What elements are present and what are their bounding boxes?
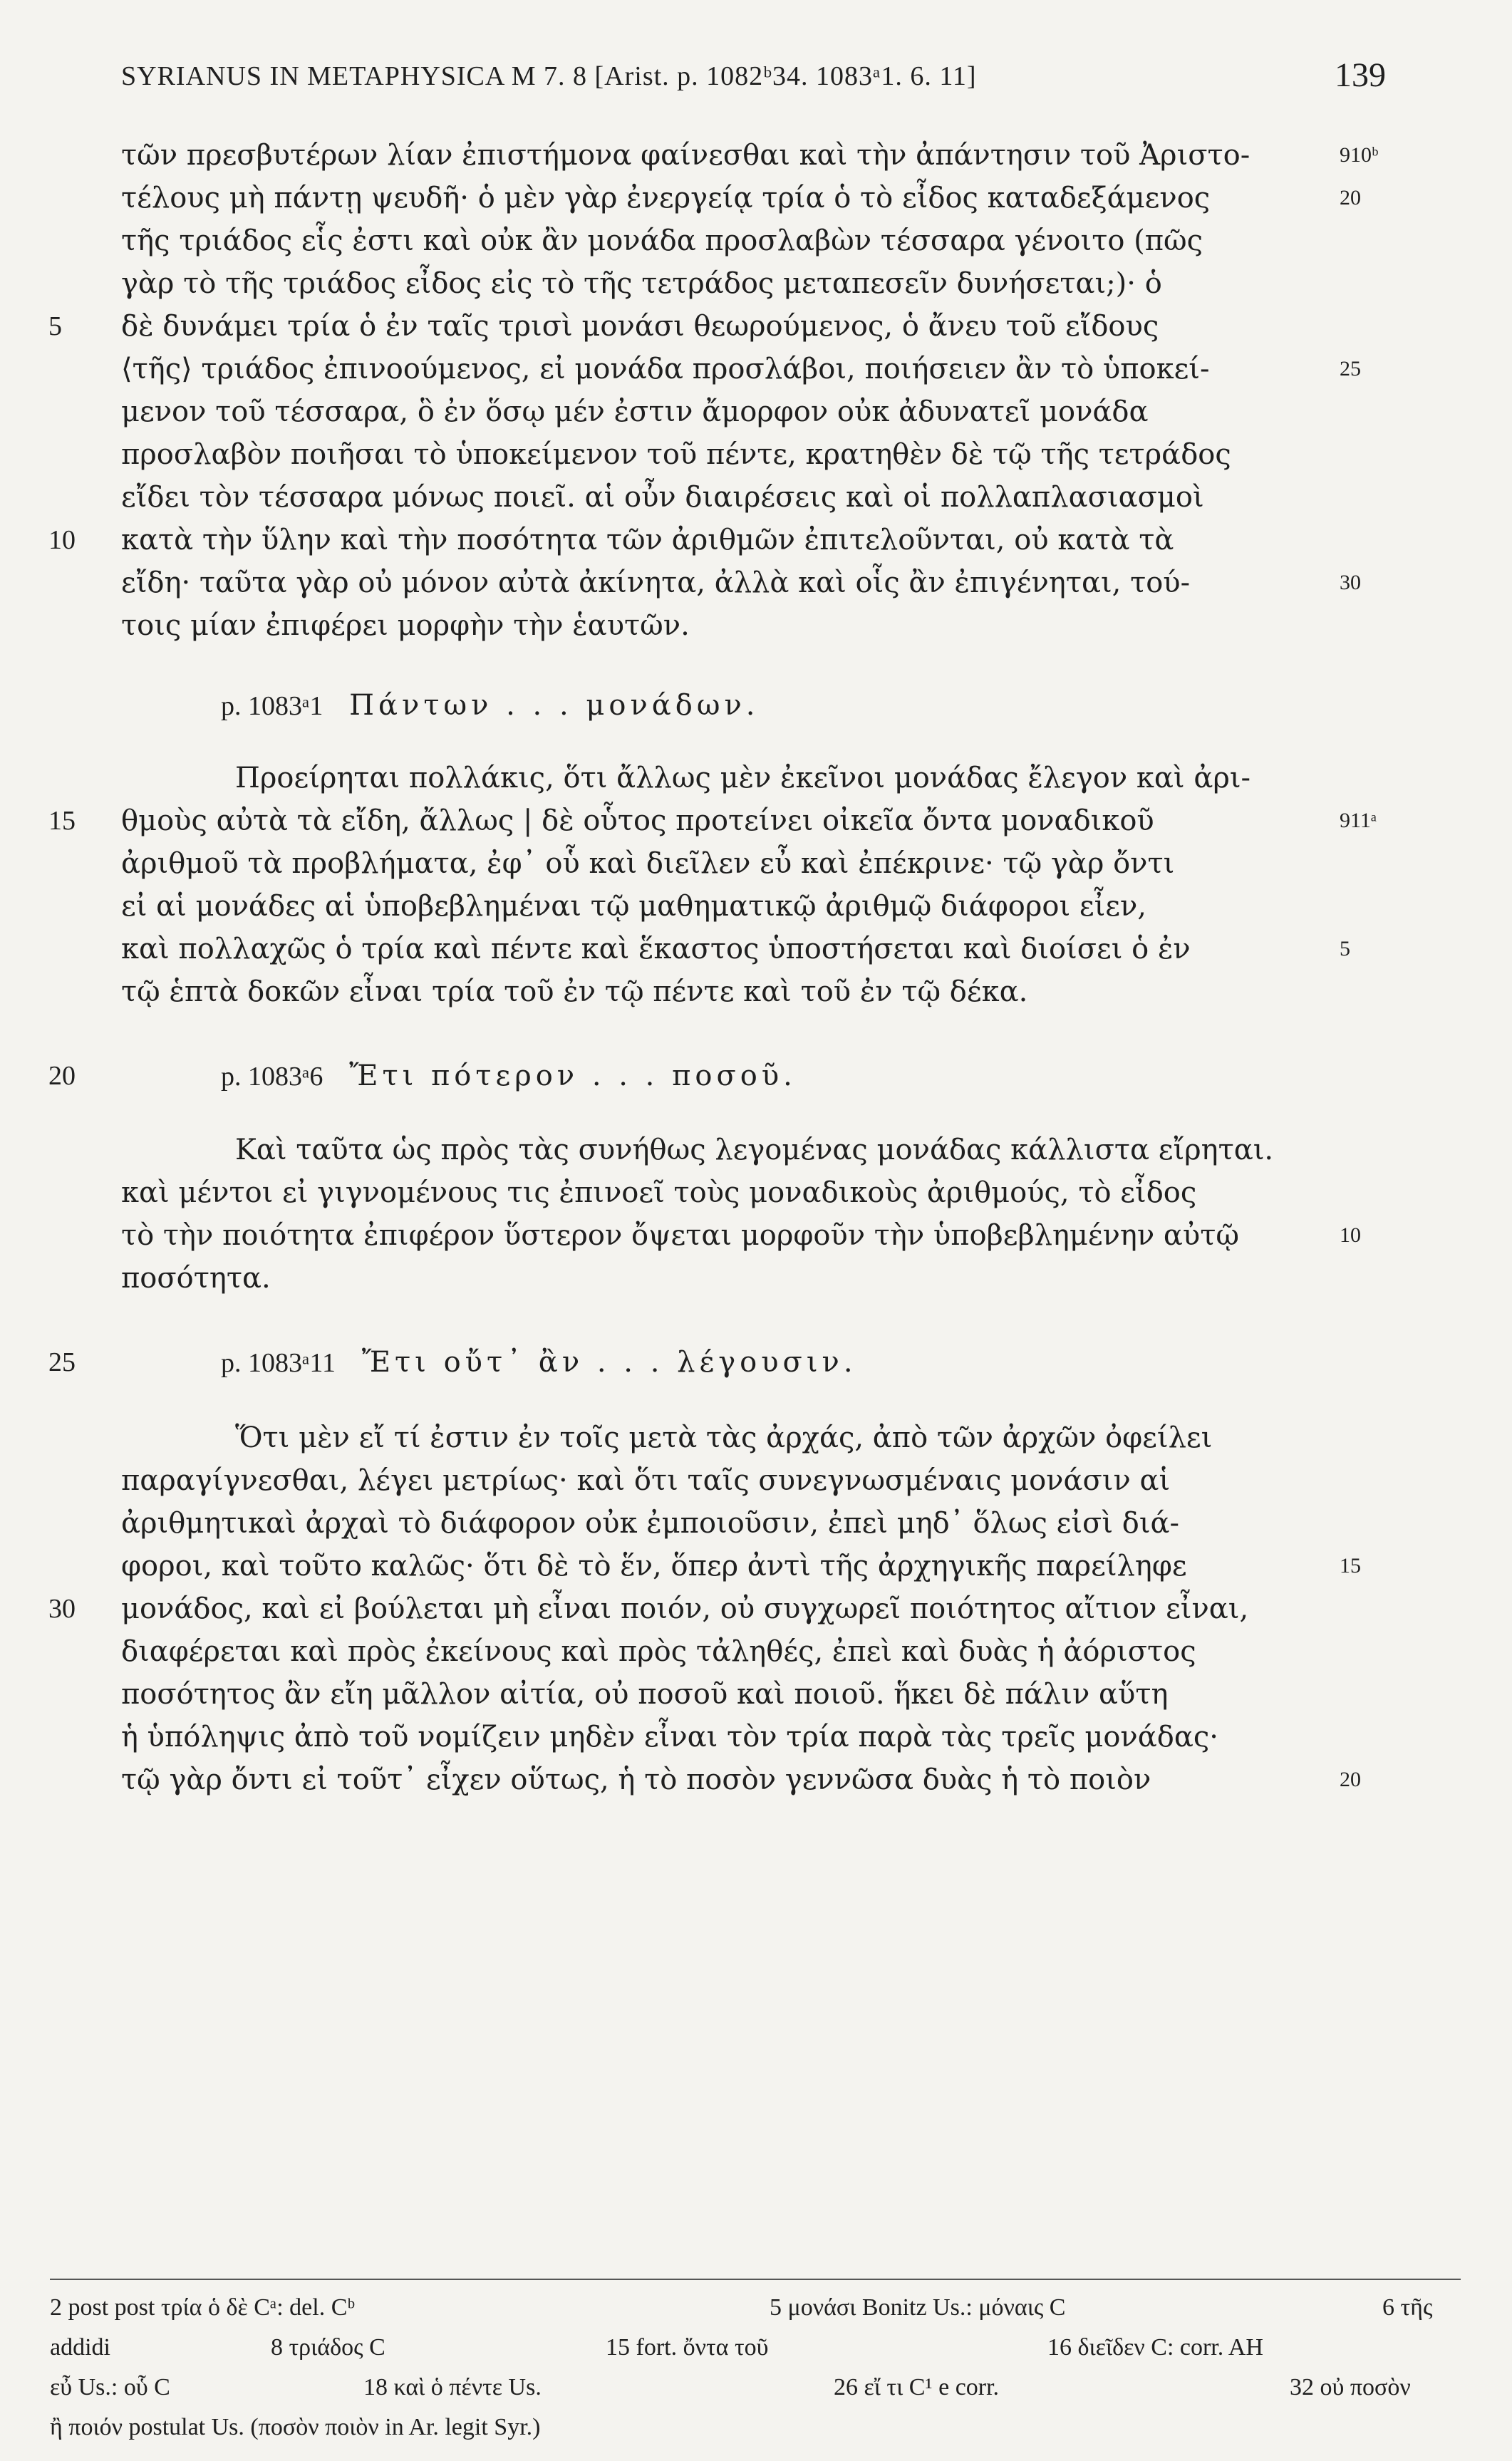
text-line: μονάδος, καὶ εἰ βούλεται μὴ εἶναι ποιόν, οὐ συγχωρεῖ ποιότητος αἴτιον εἶναι, bbox=[121, 1592, 1249, 1625]
text-line: ἀριθμητικαὶ ἀρχαὶ τὸ διάφορον οὐκ ἐμποιοῦσιν, ἐπεὶ μηδ᾽ ὅλως εἰσὶ διά- bbox=[121, 1507, 1180, 1540]
lemma-text: Πάντων . . . μονάδων. bbox=[349, 689, 760, 722]
lemma-reference: p. 1083ᵃ6 bbox=[221, 1062, 323, 1092]
text-line: ποσότητα. bbox=[121, 1262, 271, 1295]
margin-reference: 20 bbox=[1340, 186, 1361, 209]
text-line: ἀριθμοῦ τὰ προβλήματα, ἐφ᾽ οὗ καὶ διεῖλεν εὖ καὶ ἐπέκρινε· τῷ γὰρ ὄντι bbox=[121, 847, 1175, 880]
text-line: καὶ μέντοι εἰ γιγνομένους τις ἐπινοεῖ τοὺς μοναδικοὺς ἀριθμούς, τὸ εἶδος bbox=[121, 1176, 1197, 1209]
text-line: ἡ ὑπόληψις ἀπὸ τοῦ νομίζειν μηδὲν εἶναι τὸν τρία παρὰ τὰς τρεῖς μονάδας· bbox=[121, 1721, 1218, 1753]
text-line: τῷ ἑπτὰ δοκῶν εἶναι τρία τοῦ ἐν τῷ πέντε καὶ τοῦ ἐν τῷ δέκα. bbox=[121, 975, 1028, 1008]
line-number: 30 bbox=[48, 1594, 76, 1624]
text-line: τῆς τριάδος εἷς ἐστι καὶ οὐκ ἂν μονάδα προσλαβὼν τέσσαρα γένοιτο (πῶς bbox=[121, 224, 1203, 257]
text-line: μενον τοῦ τέσσαρα, ὃ ἐν ὅσῳ μέν ἐστιν ἄμορφον οὐκ ἀδυνατεῖ μονάδα bbox=[121, 395, 1149, 428]
apparatus-entry: 2 post post τρία ὁ δὲ Cᵃ: del. Cᵇ bbox=[50, 2294, 355, 2321]
lemma-reference: p. 1083ᵃ11 bbox=[221, 1348, 336, 1378]
lemma-text: Ἔτι οὔτ᾽ ἂν . . . λέγουσιν. bbox=[361, 1346, 857, 1379]
text-line: εἰ αἱ μονάδες αἱ ὑποβεβλημέναι τῷ μαθηματικῷ ἀριθμῷ διάφοροι εἶεν, bbox=[121, 890, 1147, 923]
margin-reference: 20 bbox=[1340, 1768, 1361, 1791]
margin-reference: 910ᵇ bbox=[1340, 143, 1379, 167]
text-line: διαφέρεται καὶ πρὸς ἐκείνους καὶ πρὸς τἀληθές, ἐπεὶ καὶ δυὰς ἡ ἀόριστος bbox=[121, 1635, 1196, 1668]
margin-reference: 5 bbox=[1340, 937, 1350, 960]
lemma-heading bbox=[221, 684, 1432, 727]
apparatus-entry: ἢ ποιόν postulat Us. (ποσὸν ποιὸν in Ar. legit Syr.) bbox=[50, 2414, 541, 2440]
apparatus-entry: 8 τριάδος C bbox=[271, 2334, 385, 2361]
lemma-reference: p. 1083ᵃ1 bbox=[221, 691, 323, 721]
text-line: κατὰ τὴν ὕλην καὶ τὴν ποσότητα τῶν ἀριθμῶν ἐπιτελοῦνται, οὐ κατὰ τὰ bbox=[121, 524, 1174, 556]
text-line: ποσότητος ἂν εἴη μᾶλλον αἰτία, οὐ ποσοῦ καὶ ποιοῦ. ἥκει δὲ πάλιν αὕτη bbox=[121, 1678, 1169, 1711]
text-line: φοροι, καὶ τοῦτο καλῶς· ὅτι δὲ τὸ ἕν, ὅπερ ἀντὶ τῆς ἀρχηγικῆς παρείληφε bbox=[121, 1550, 1187, 1582]
text-line: Προείρηται πολλάκις, ὅτι ἄλλως μὲν ἐκεῖνοι μονάδας ἔλεγον καὶ ἀρι- bbox=[235, 762, 1251, 794]
running-title: SYRIANUS IN METAPHYSICA M 7. 8 [Arist. p. 1082ᵇ34. 1083ᵃ1. 6. 11] bbox=[121, 61, 977, 91]
text-line: εἴδη· ταῦτα γὰρ οὐ μόνον αὐτὰ ἀκίνητα, ἀλλὰ καὶ οἷς ἂν ἐπιγένηται, τού- bbox=[121, 566, 1191, 599]
apparatus-entry: 32 οὐ ποσὸν bbox=[1290, 2374, 1411, 2400]
text-line: Ὅτι μὲν εἴ τί ἐστιν ἐν τοῖς μετὰ τὰς ἀρχάς, ἀπὸ τῶν ἀρχῶν ὀφείλει bbox=[235, 1421, 1213, 1454]
margin-reference: 911ᵃ bbox=[1340, 809, 1377, 832]
apparatus-entry: 18 καὶ ὁ πέντε Us. bbox=[363, 2374, 542, 2400]
running-header bbox=[121, 50, 1386, 114]
text-line: προσλαβὸν ποιῆσαι τὸ ὑποκείμενον τοῦ πέντε, κρατηθὲν δὲ τῷ τῆς τετράδος bbox=[121, 438, 1231, 471]
apparatus-entry: 26 εἴ τι C¹ e corr. bbox=[834, 2374, 1000, 2400]
line-number: 10 bbox=[48, 525, 76, 555]
apparatus-entry: 5 μονάσι Bonitz Us.: μόναις C bbox=[770, 2294, 1066, 2321]
apparatus-entry: 15 fort. ὄντα τοῦ bbox=[606, 2334, 769, 2361]
text-line: θμοὺς αὐτὰ τὰ εἴδη, ἄλλως | δὲ οὗτος προτείνει οἰκεῖα ὄντα μοναδικοῦ bbox=[121, 804, 1154, 837]
lemma-heading bbox=[221, 1341, 1432, 1384]
lemma-text: Ἔτι πότερον . . . ποσοῦ. bbox=[349, 1059, 797, 1092]
line-number: 5 bbox=[48, 311, 62, 341]
text-line: γὰρ τὸ τῆς τριάδος εἶδος εἰς τὸ τῆς τετράδος μεταπεσεῖν δυνήσεται;)· ὁ bbox=[121, 267, 1162, 300]
text-line: ⟨τῆς⟩ τριάδος ἐπινοούμενος, εἰ μονάδα προσλάβοι, ποιήσειεν ἂν τὸ ὑποκεί- bbox=[121, 353, 1210, 385]
text-line: Καὶ ταῦτα ὡς πρὸς τὰς συνήθως λεγομένας μονάδας κάλλιστα εἴρηται. bbox=[235, 1134, 1274, 1166]
text-line: καὶ πολλαχῶς ὁ τρία καὶ πέντε καὶ ἕκαστος ὑποστήσεται καὶ διοίσει ὁ ἐν bbox=[121, 933, 1191, 965]
text-line: παραγίγνεσθαι, λέγει μετρίως· καὶ ὅτι ταῖς συνεγνωσμέναις μονάσιν αἱ bbox=[121, 1464, 1171, 1497]
text-line: τὸ τὴν ποιότητα ἐπιφέρον ὕστερον ὄψεται μορφοῦν τὴν ὑποβεβλημένην αὐτῷ bbox=[121, 1219, 1239, 1252]
apparatus-entry: 6 τῆς bbox=[1382, 2294, 1433, 2321]
apparatus-entry: addidi bbox=[50, 2334, 110, 2361]
margin-reference: 10 bbox=[1340, 1223, 1361, 1247]
line-number: 15 bbox=[48, 806, 76, 836]
line-number: 25 bbox=[48, 1347, 76, 1377]
text-line: εἴδει τὸν τέσσαρα μόνως ποιεῖ. αἱ οὖν διαιρέσεις καὶ οἱ πολλαπλασιασμοὶ bbox=[121, 481, 1204, 514]
margin-reference: 15 bbox=[1340, 1554, 1361, 1577]
text-line: τῷ γὰρ ὄντι εἰ τοῦτ᾽ εἶχεν οὕτως, ἡ τὸ ποσὸν γεννῶσα δυὰς ἡ τὸ ποιὸν bbox=[121, 1763, 1151, 1796]
text-line: δὲ δυνάμει τρία ὁ ἐν ταῖς τρισὶ μονάσι θεωρούμενος, ὁ ἄνευ τοῦ εἴδους bbox=[121, 310, 1159, 343]
footnote-divider bbox=[50, 2279, 1461, 2280]
apparatus-entry: 16 διεῖδεν C: corr. AH bbox=[1047, 2334, 1263, 2361]
text-line: τοις μίαν ἐπιφέρει μορφὴν τὴν ἑαυτῶν. bbox=[121, 609, 690, 642]
apparatus-entry: εὖ Us.: οὗ C bbox=[50, 2374, 170, 2400]
text-line: τέλους μὴ πάντῃ ψευδῆ· ὁ μὲν γὰρ ἐνεργείᾳ τρία ὁ τὸ εἶδος καταδεξάμενος bbox=[121, 182, 1211, 214]
page-number: 139 bbox=[1335, 56, 1386, 94]
margin-reference: 30 bbox=[1340, 571, 1361, 594]
margin-reference: 25 bbox=[1340, 357, 1361, 380]
text-line: τῶν πρεσβυτέρων λίαν ἐπιστήμονα φαίνεσθαι καὶ τὴν ἀπάντησιν τοῦ Ἀριστο- bbox=[121, 139, 1250, 172]
line-number: 20 bbox=[48, 1061, 76, 1091]
lemma-heading bbox=[221, 1055, 1432, 1098]
